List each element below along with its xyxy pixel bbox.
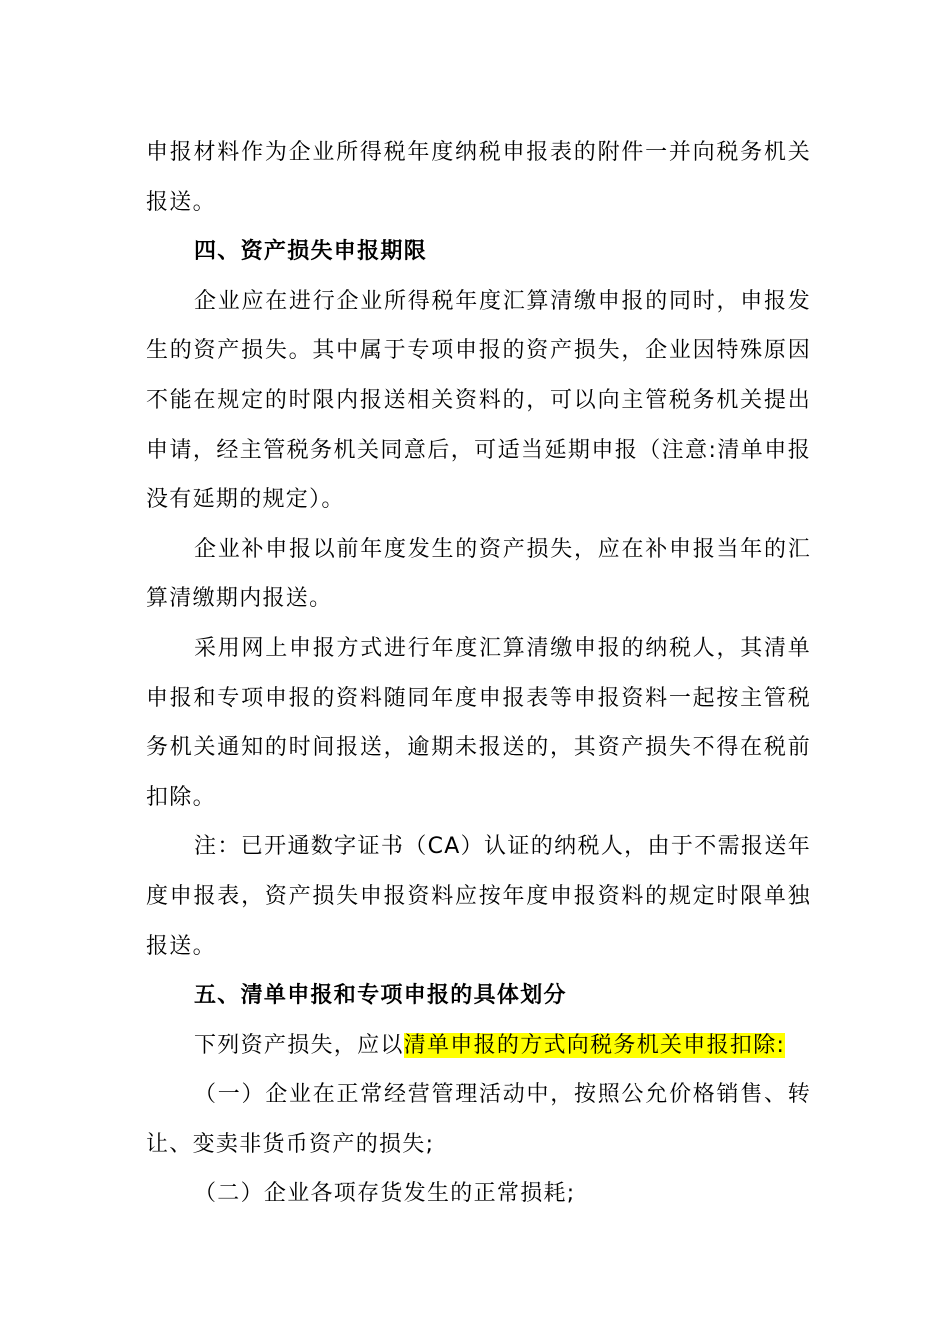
document-body — [146, 128, 811, 1219]
section-5-intro-text: 下列资产损失，应以 — [194, 1032, 404, 1058]
section-4-note-paragraph: 注：已开通数字证书（CA）认证的纳税人，由于不需报送年度申报表，资产损失申报资料应按年度申报资料的规定时限单独报送。 — [146, 834, 811, 959]
section-4-paragraph-1: 企业应在进行企业所得税年度汇算清缴申报的同时，申报发生的资产损失。其中属于专项申报的资产损失，企业因特殊原因不能在规定的时限内报送相关资料的，可以向主管税务机关提出申请，经主管税务机关同意后，可适当延期申报（注意:清单申报没有延期的规定）。 — [146, 288, 811, 513]
section-5-heading: 五、清单申报和专项申报的具体划分 — [194, 983, 567, 1009]
section-4-paragraph-3: 采用网上申报方式进行年度汇算清缴申报的纳税人，其清单申报和专项申报的资料随同年度申报表等申报资料一起按主管税务机关通知的时间报送，逾期未报送的，其资产损失不得在税前扣除。 — [146, 635, 811, 810]
section-4-paragraph-2: 企业补申报以前年度发生的资产损失，应在补申报当年的汇算清缴期内报送。 — [146, 536, 811, 612]
section-5-item-1: （一）企业在正常经营管理活动中，按照公允价格销售、转让、变卖非货币资产的损失; — [146, 1082, 811, 1157]
section-5-item-2: （二）企业各项存货发生的正常损耗; — [194, 1181, 576, 1207]
section-5-intro-highlight: 清单申报的方式向税务机关申报扣除: — [403, 1032, 786, 1058]
section-4-heading: 四、资产损失申报期限 — [194, 239, 428, 265]
section-5-intro — [146, 1021, 811, 1071]
continuation-paragraph: 申报材料作为企业所得税年度纳税申报表的附件一并向税务机关报送。 — [146, 140, 811, 215]
